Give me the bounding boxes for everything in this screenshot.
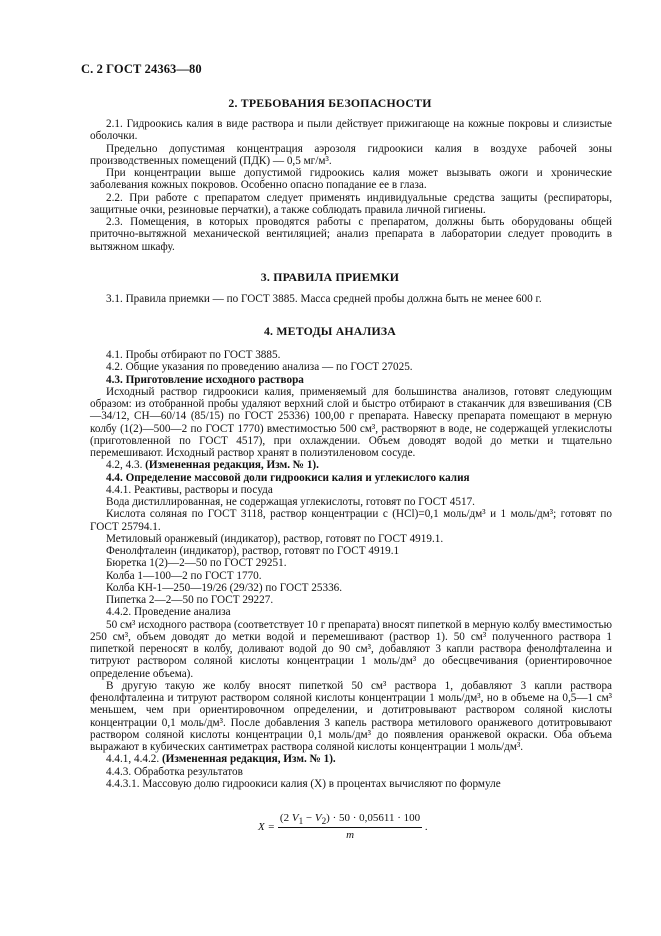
- amendment-ref: 4.2, 4.3.: [106, 459, 146, 472]
- paragraph-4-2: 4.2. Общие указания по проведению анализа — по ГОСТ 27025.: [106, 361, 413, 374]
- section-3-body: [90, 293, 612, 305]
- amendment-label: (Измененная редакция, Изм. № 1).: [161, 753, 336, 766]
- amendment-note-4-2-4-3: [90, 459, 612, 471]
- heading-4-4: 4.4. Определение массовой доли гидроокиси калия и углекислого калия: [106, 471, 470, 484]
- formula-denominator: m: [346, 829, 355, 842]
- amendment-note-4-4-1-4-4-2: [90, 753, 612, 765]
- heading-4-4-2: 4.4.2. Проведение анализа: [106, 606, 231, 619]
- heading-4-4-1: 4.4.1. Реактивы, растворы и посуда: [106, 483, 273, 496]
- paragraph-3-1: 3.1. Правила приемки — по ГОСТ 3885. Масса средней пробы должна быть не менее 600 г.: [106, 293, 542, 305]
- amendment-ref: 4.4.1, 4.4.2.: [106, 753, 162, 766]
- formula-mass-fraction: [258, 812, 428, 841]
- paragraph-2-1: 2.1. Гидроокись калия в виде раствора и пыли действует прижигающе на кожные покровы и слизистые оболочки.: [90, 118, 612, 143]
- formula-numerator: (2 $V_1 - V_2) \cdot 50 \cdot 0,05611 \cdot 100$: [279, 812, 421, 827]
- reagent-hcl: Кислота соляная по ГОСТ 3118, раствор концентрации с (HCl)=0,1 моль/дм³ и 1 моль/дм³; готовят по ГОСТ 25794.1.: [90, 508, 612, 533]
- reagent-phenolphthalein: Фенолфталеин (индикатор), раствор, готовят по ГОСТ 4919.1: [106, 545, 400, 557]
- paragraph-4-4-3-1: 4.4.3.1. Массовую долю гидроокиси калия (X) в процентах вычисляют по формуле: [106, 777, 501, 790]
- heading-4-4-3: 4.4.3. Обработка результатов: [106, 765, 243, 778]
- reagent-water: Вода дистиллированная, не содержащая углекислоты, готовят по ГОСТ 4517.: [106, 496, 475, 508]
- formula-tail: .: [425, 820, 428, 833]
- section-3-title: 3. ПРАВИЛА ПРИЕМКИ: [260, 270, 400, 284]
- paragraph-2-3: 2.3. Помещения, в которых проводятся работы с препаратом, должны быть оборудованы общей приточно-вытяжной механической вентиляцией; анализ препарата в лаборатории следует проводить в вытяжном шкафу.: [90, 216, 612, 253]
- equipment-flask-kn: Колба КН-1—250—19/26 (29/32) по ГОСТ 25336.: [106, 581, 343, 594]
- paragraph-2-2: 2.2. При работе с препаратом следует применять индивидуальные средства защиты (респираторы, защитные очки, резиновые перчатки), а также соблюдать правила личной гигиены.: [90, 191, 612, 216]
- equipment-burette: Бюретка 1(2)—2—50 по ГОСТ 29251.: [106, 557, 287, 570]
- reagent-methyl-orange: Метиловый оранжевый (индикатор), раствор, готовят по ГОСТ 4919.1.: [106, 532, 444, 545]
- formula-fraction: [278, 812, 422, 841]
- formula-lhs: X =: [258, 820, 275, 833]
- section-2-title: 2. ТРЕБОВАНИЯ БЕЗОПАСНОСТИ: [228, 96, 432, 110]
- equipment-pipette: Пипетка 2—2—50 по ГОСТ 29227.: [106, 594, 274, 606]
- paragraph-4-1: 4.1. Пробы отбирают по ГОСТ 3885.: [106, 349, 281, 361]
- section-4-title: 4. МЕТОДЫ АНАЛИЗА: [263, 324, 397, 338]
- procedure-paragraph-1: 50 см³ исходного раствора (соответствует 10 г препарата) вносят пипеткой в мерную колбу вместимостью 250 см³, объем доводят до метки водой и перемешивают (раствор 1). 50 см³ полученного раствора 1 пипеткой переносят в колбу, доливают водой до 90 см³, добавляют 3 капли раствора фенолфталеина и титруют раствором соляной кислоты концентрации 1 моль/дм³ до обесцвечивания (ориентировочное определение объема).: [90, 618, 612, 680]
- amendment-label: (Измененная редакция, Изм. № 1).: [145, 459, 319, 472]
- procedure-paragraph-2: В другую такую же колбу вносят пипеткой 50 см³ раствора 1, добавляют 3 капли раствора фенолфталеина и титруют раствором соляной кислоты концентрации 1 моль/дм³, но в объеме на 0,5—1 см³ меньшем, чем при ориентировочном определении, и дотитровывают раствором соляной кислоты концентрации 0,1 моль/дм³. После добавления 3 капель раствора метилового оранжевого дотитровывают раствором соляной кислоты концентрации 0,1 моль/дм³ до появления оранжевой окраски. Оба объема выражают в кубических сантиметрах раствора соляной кислоты концентрации 1 моль/дм³.: [90, 679, 612, 753]
- paragraph-2-1-pdk: Предельно допустимая концентрация аэрозоля гидроокиси калия в воздухе рабочей зоны производственных помещений (ПДК) — 0,5 мг/м³.: [90, 142, 612, 167]
- paragraph-4-3-text: Исходный раствор гидроокиси калия, применяемый для большинства анализов, готовят следующим образом: из отобранной пробы удаляют верхний слой и быстро отбирают в стаканчик для взвешивания (СВ—34/12, СН—60/14 (85/15) по ГОСТ 25336) 100,00 г препарата. Навеску препарата помещают в мерную колбу (1(2)—500—2 по ГОСТ 1770) вместимостью 500 см³, растворяют в воде, не содержащей углекислоты (приготовленной по ГОСТ 4517), при охлаждении. Объем доводят водой до метки и тщательно перемешивают. Исходный раствор хранят в полиэтиленовом сосуде.: [90, 385, 612, 459]
- paragraph-2-1-burns: При концентрации выше допустимой гидроокись калия может вызывать ожоги и хронические заболевания кожных покровов. Особенно опасно попадание ее в глаза.: [90, 167, 612, 192]
- section-2-body: [90, 118, 612, 253]
- equipment-flask-1: Колба 1—100—2 по ГОСТ 1770.: [106, 569, 262, 582]
- page-header: С. 2 ГОСТ 24363—80: [81, 62, 202, 76]
- section-4-body: [90, 349, 612, 790]
- heading-4-3: 4.3. Приготовление исходного раствора: [106, 373, 304, 386]
